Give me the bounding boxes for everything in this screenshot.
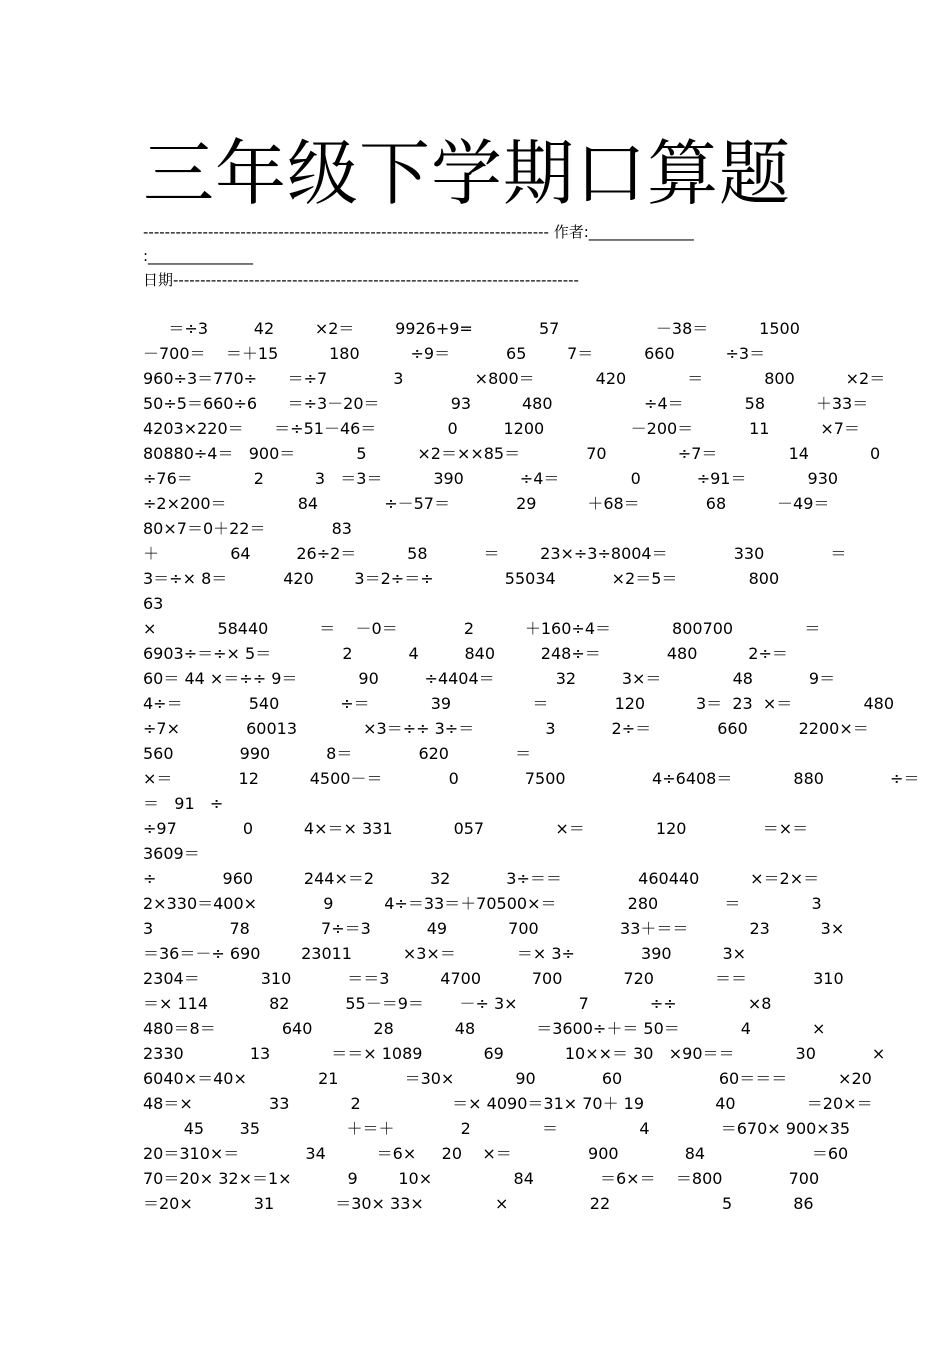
problem-line: 48＝× 33 2 ＝× 4090＝31× 70＋ 19 40 ＝20×＝: [143, 1094, 873, 1113]
problem-line: 60＝ 44 ×＝÷÷ 9＝ 90 ÷4404＝ 32 3×＝ 48 9＝: [143, 669, 836, 688]
problem-line: 2×330＝400× 9 4÷＝33＝＋70500×＝ 280 ＝ 3: [143, 894, 822, 913]
problem-line: ÷7× 60013 ×3＝÷÷ 3÷＝ 3 2÷＝ 660 2200×＝: [143, 719, 869, 738]
problem-line: 6903÷＝÷× 5＝ 2 4 840 248÷＝ 480 2÷＝: [143, 644, 788, 663]
problem-line: ＝ 91 ÷: [143, 794, 224, 813]
author-line: --------------------------------------------------------------------------- 作者:______________: [143, 223, 694, 241]
problem-line: ÷97 0 4×＝× 331 057 ×＝ 120 ＝×＝: [143, 819, 809, 838]
problem-line: 70＝20× 32×＝1× 9 10× 84 ＝6×＝ ＝800 700: [143, 1169, 820, 1188]
problem-line: ＝36＝－÷ 690 23011 ×3×＝ ＝× 3÷ 390 3×: [143, 944, 747, 963]
problem-line: 45 35 ＋＝＋ 2 ＝ 4 ＝670× 900×35: [143, 1119, 851, 1138]
problem-line: 2330 13 ＝＝× 1089 69 10××＝ 30 ×90＝＝ 30 ×: [143, 1044, 886, 1063]
problem-line: ＝÷3 42 ×2＝ 9926+9= 57 －38＝ 1500: [143, 319, 800, 338]
problem-line: 3609＝: [143, 844, 200, 863]
problem-line: 960÷3＝770÷ ＝÷7 3 ×800＝ 420 ＝ 800 ×2＝: [143, 369, 886, 388]
problem-line: ÷2×200＝ 84 ÷－57＝ 29 ＋68＝ 68 －49＝: [143, 494, 830, 513]
problem-line: ×＝ 12 4500－＝ 0 7500 4÷6408＝ 880 ÷＝: [143, 769, 920, 788]
problem-line: 20＝310×＝ 34 ＝6× 20 ×＝ 900 84 ＝60: [143, 1144, 849, 1163]
problem-line: 3 78 7÷＝3 49 700 33＋＝＝ 23 3×: [143, 919, 845, 938]
problem-line: 3＝÷× 8＝ 420 3＝2÷＝÷ 55034 ×2＝5＝ 800: [143, 569, 780, 588]
problem-line: ＋ 64 26÷2＝ 58 ＝ 23×÷3÷8004＝ 330 ＝: [143, 544, 847, 563]
problem-line: 80880÷4＝ 900＝ 5 ×2＝××85＝ 70 ÷7＝ 14 0: [143, 444, 881, 463]
date-line: 日期---------------------------------------------------------------------------: [143, 271, 579, 289]
author-continuation: :______________: [143, 247, 254, 265]
problem-line: 80×7＝0＋22＝ 83: [143, 519, 352, 538]
problem-line: －700＝ ＝＋15 180 ÷9＝ 65 7＝ 660 ÷3＝: [143, 344, 766, 363]
problem-line: ÷76＝ 2 3 ＝3＝ 390 ÷4＝ 0 ÷91＝ 930: [143, 469, 839, 488]
problem-line: 4203×220＝ ＝÷51－46＝ 0 1200 －200＝ 11 ×7＝: [143, 419, 860, 438]
problem-line: × 58440 ＝ －0＝ 2 ＋160÷4＝ 800700 ＝: [143, 619, 821, 638]
problem-line: ＝20× 31 ＝30× 33× × 22 5 86: [143, 1194, 814, 1213]
problem-line: 480＝8＝ 640 28 48 ＝3600÷＋＝ 50＝ 4 ×: [143, 1019, 826, 1038]
problem-line: 560 990 8＝ 620 ＝: [143, 744, 532, 763]
problem-line: 6040×＝40× 21 ＝30× 90 60 60＝＝＝ ×20: [143, 1069, 872, 1088]
problem-line: 63: [143, 594, 164, 613]
problem-line: ＝× 114 82 55－＝9＝ －÷ 3× 7 ÷÷ ×8: [143, 994, 772, 1013]
problem-line: 50÷5＝660÷6 ＝÷3－20＝ 93 480 ÷4＝ 58 ＋33＝: [143, 394, 869, 413]
problem-line: ÷ 960 244×＝2 32 3÷＝＝ 460440 ×＝2×＝: [143, 869, 820, 888]
problem-line: 4÷＝ 540 ÷＝ 39 ＝ 120 3＝ 23 ×＝ 480: [143, 694, 894, 713]
page-title: 三年级下学期口算题: [143, 132, 792, 215]
problem-line: 2304＝ 310 ＝＝3 4700 700 720 ＝＝ 310: [143, 969, 844, 988]
